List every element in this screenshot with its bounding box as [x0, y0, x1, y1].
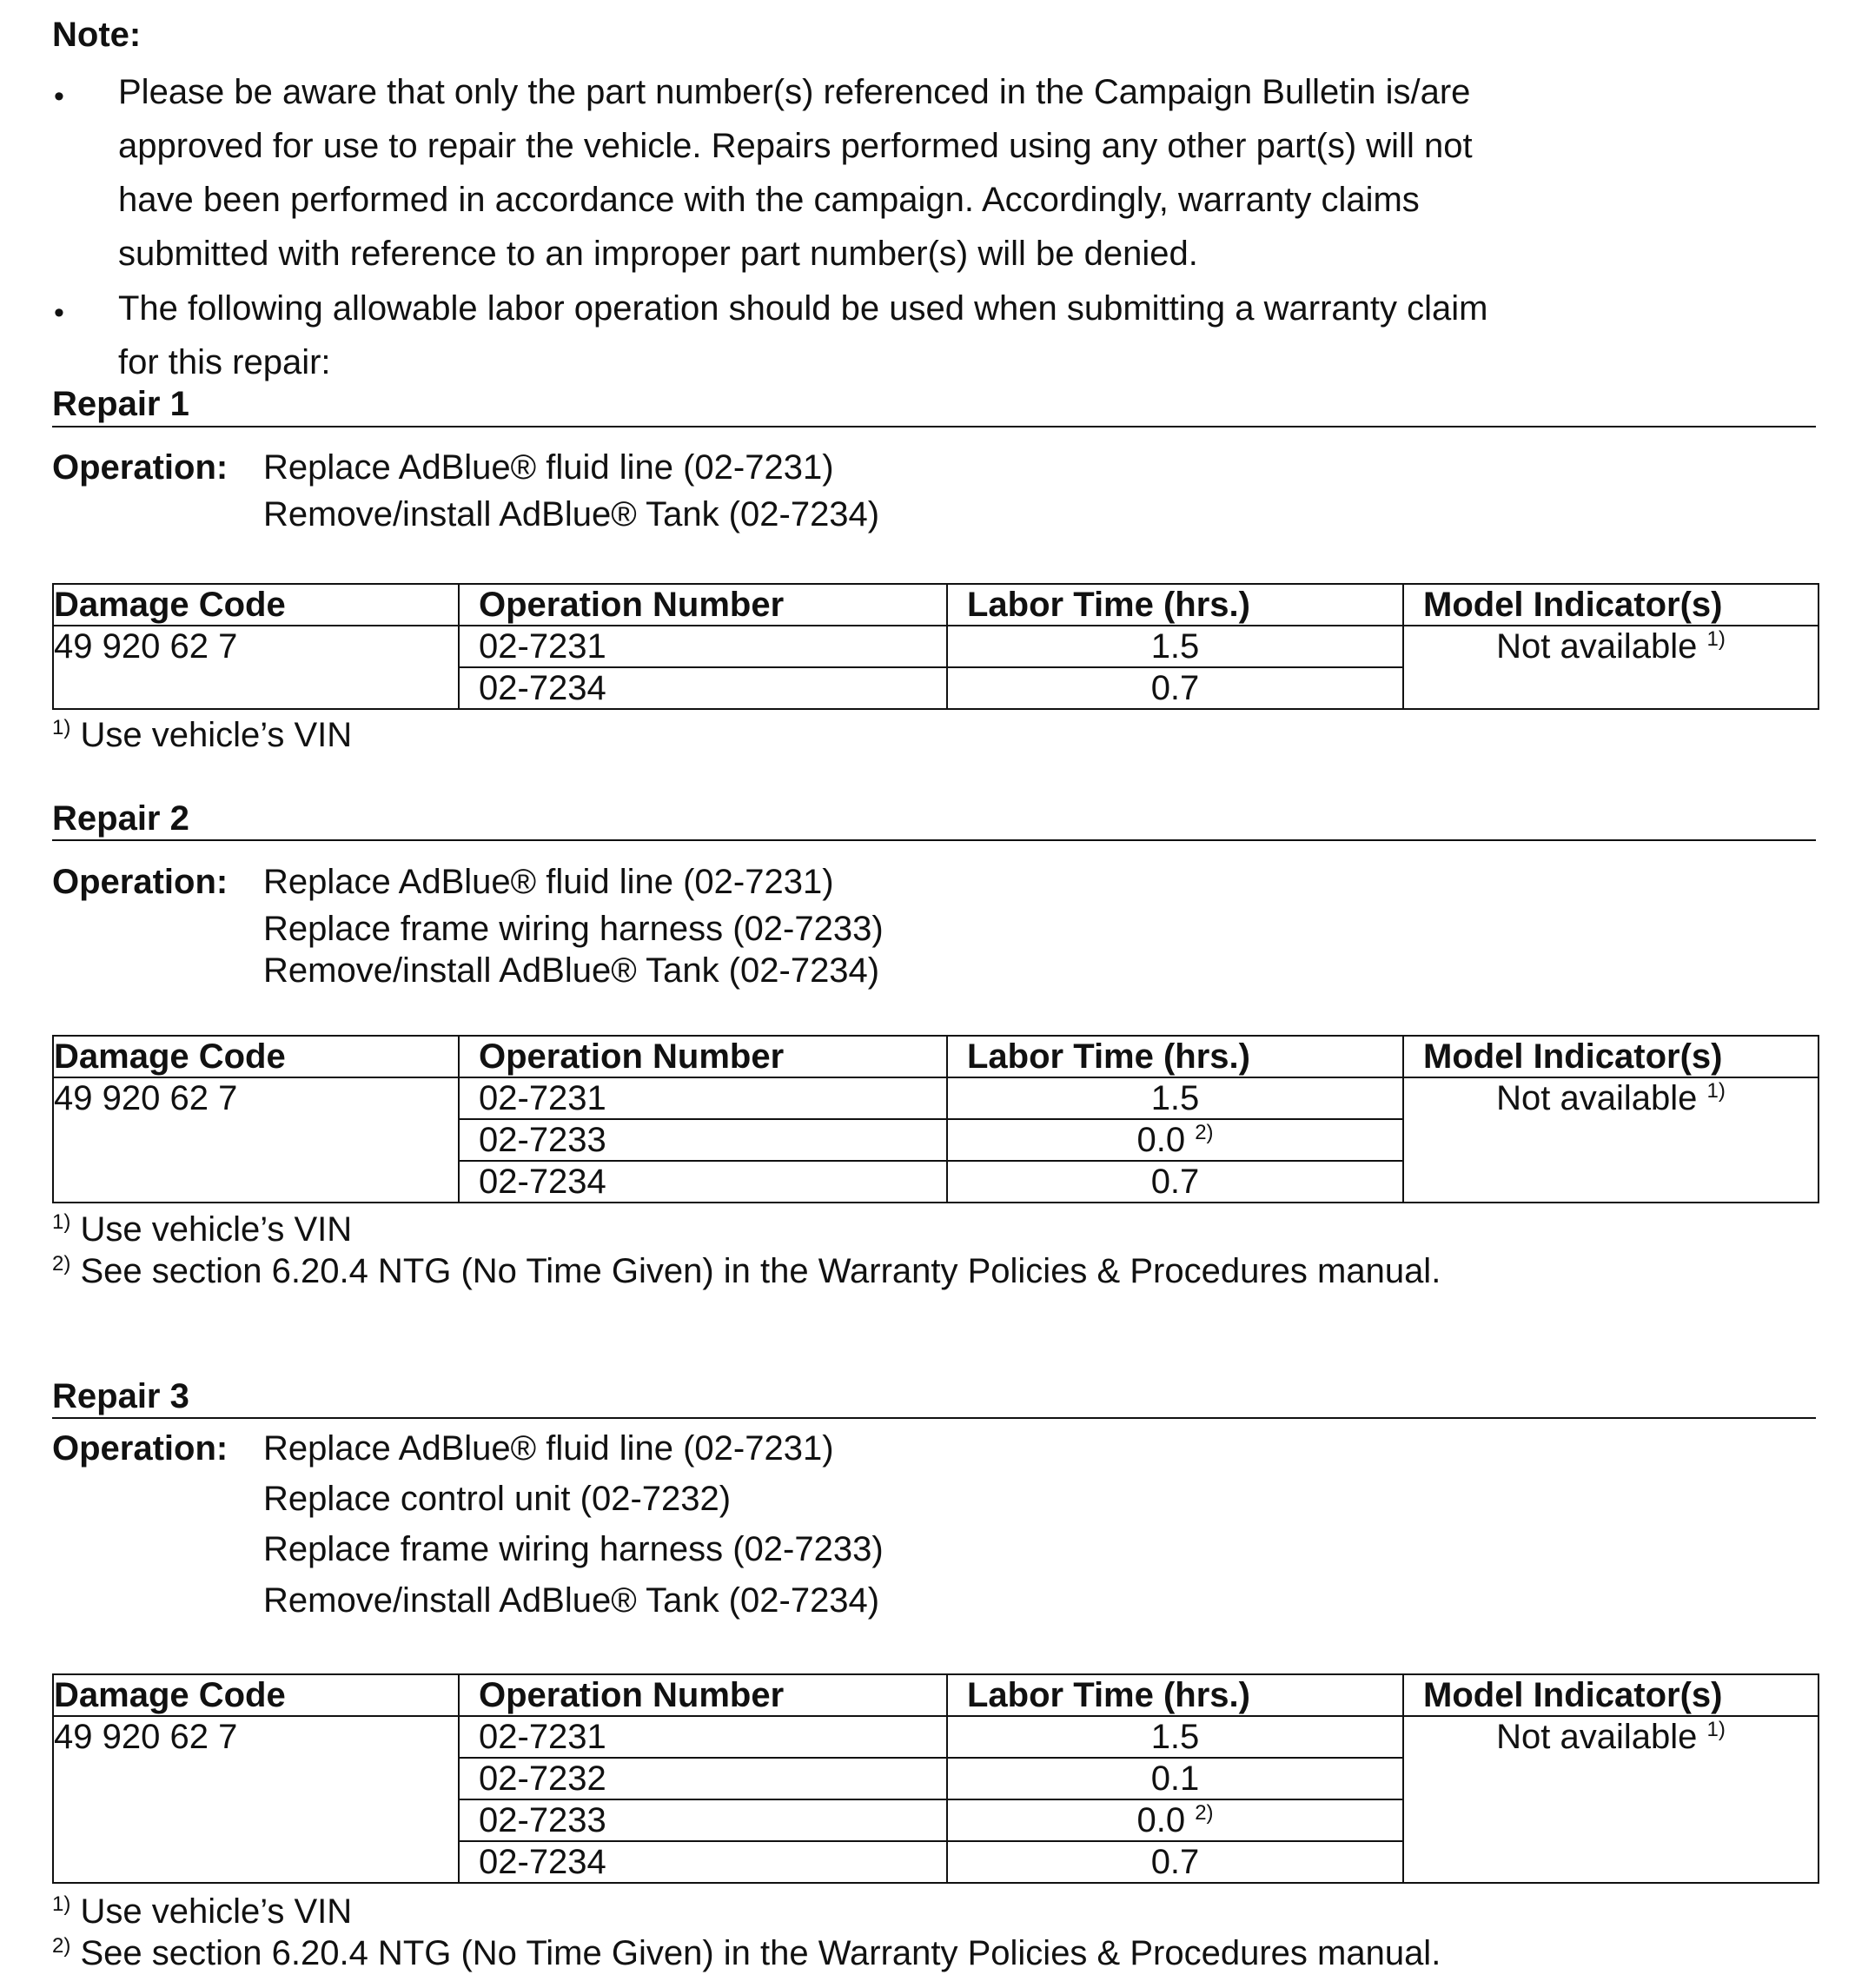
table-row [53, 1716, 1819, 1758]
table-row [53, 626, 1819, 667]
bullet-marker: • [54, 296, 64, 329]
note-bullet-line: approved for use to repair the vehicle. Repairs performed using any other part(s) will not [118, 127, 1473, 165]
repair-3-operation-item: Replace AdBlue® fluid line (02-7231) [263, 1429, 834, 1468]
labor-time-header: Labor Time (hrs.) [947, 1036, 1403, 1077]
model-indicator-header: Model Indicator(s) [1403, 584, 1819, 626]
operation-number-cell: 02-7234 [459, 1161, 947, 1203]
operation-number-cell: 02-7231 [459, 1716, 947, 1758]
footnote-text: Use vehicle’s VIN [80, 1210, 353, 1249]
footnote-text: See section 6.20.4 NTG (No Time Given) in the Warranty Policies & Procedures manual. [80, 1934, 1441, 1972]
repair-3-operation-item: Replace frame wiring harness (02-7233) [263, 1530, 884, 1568]
model-indicator-value: Not available [1496, 627, 1698, 666]
table-header-row [53, 584, 1819, 626]
footnote-mark: 1) [52, 1210, 71, 1234]
repair-2-operation-item: Replace AdBlue® fluid line (02-7231) [263, 863, 834, 901]
damage-code-cell: 49 920 62 7 [53, 1716, 459, 1883]
labor-time-cell: 0.1 [947, 1758, 1403, 1799]
repair-3-rule [52, 1417, 1816, 1419]
damage-code-header: Damage Code [53, 1674, 459, 1716]
repair-3-labor-table [52, 1673, 1819, 1884]
damage-code-cell: 49 920 62 7 [53, 1077, 459, 1203]
footnote-ref: 1) [1706, 1718, 1726, 1741]
labor-time-cell: 1.5 [947, 626, 1403, 667]
note-heading: Note: [52, 16, 142, 54]
table-row [53, 1077, 1819, 1119]
model-indicator-header: Model Indicator(s) [1403, 1036, 1819, 1077]
operation-number-cell: 02-7233 [459, 1119, 947, 1161]
table-header-row [53, 1674, 1819, 1716]
footnote-ref: 2) [1195, 1801, 1214, 1825]
note-bullet-line: The following allowable labor operation should be used when submitting a warranty claim [118, 289, 1488, 328]
operation-number-header: Operation Number [459, 584, 947, 626]
labor-time-cell: 0.7 [947, 1161, 1403, 1203]
model-indicator-cell [1403, 1716, 1819, 1883]
operation-number-cell: 02-7234 [459, 667, 947, 709]
repair-2-footnote-1 [52, 1210, 352, 1249]
operation-number-header: Operation Number [459, 1674, 947, 1716]
repair-3-operation-item: Replace control unit (02-7232) [263, 1480, 732, 1518]
labor-time-cell: 1.5 [947, 1077, 1403, 1119]
labor-time-cell: 0.7 [947, 667, 1403, 709]
model-indicator-value: Not available [1496, 1079, 1698, 1117]
operation-number-cell: 02-7234 [459, 1841, 947, 1883]
footnote-ref: 1) [1706, 627, 1726, 651]
footnote-text: See section 6.20.4 NTG (No Time Given) in the Warranty Policies & Procedures manual. [80, 1252, 1441, 1290]
repair-2-operation-label: Operation: [52, 863, 229, 901]
model-indicator-value: Not available [1496, 1718, 1698, 1756]
repair-1-operation-label: Operation: [52, 448, 229, 487]
note-bullet-1 [118, 65, 1473, 281]
operation-number-header: Operation Number [459, 1036, 947, 1077]
model-indicator-header: Model Indicator(s) [1403, 1674, 1819, 1716]
repair-3-heading: Repair 3 [52, 1377, 189, 1415]
labor-time-cell: 1.5 [947, 1716, 1403, 1758]
repair-1-labor-table [52, 583, 1819, 710]
operation-number-cell: 02-7231 [459, 1077, 947, 1119]
repair-3-footnote-1 [52, 1892, 352, 1932]
note-bullet-line: for this repair: [118, 343, 331, 381]
footnote-text: Use vehicle’s VIN [80, 716, 353, 754]
labor-time-cell: 0.7 [947, 1841, 1403, 1883]
bullet-marker: • [54, 80, 64, 113]
operation-number-cell: 02-7233 [459, 1799, 947, 1841]
repair-2-labor-table [52, 1035, 1819, 1203]
repair-1-footnote-1 [52, 716, 352, 755]
footnote-mark: 2) [52, 1934, 71, 1958]
footnote-mark: 2) [52, 1252, 71, 1276]
labor-time-cell [947, 1119, 1403, 1161]
labor-time-cell [947, 1799, 1403, 1841]
damage-code-header: Damage Code [53, 1036, 459, 1077]
labor-time-value: 0.0 [1136, 1801, 1186, 1839]
repair-2-operation-item: Remove/install AdBlue® Tank (02-7234) [263, 951, 880, 990]
repair-3-operation-item: Remove/install AdBlue® Tank (02-7234) [263, 1581, 880, 1620]
footnote-ref: 2) [1195, 1121, 1214, 1144]
repair-3-operation-label: Operation: [52, 1429, 229, 1468]
footnote-mark: 1) [52, 716, 71, 739]
labor-time-header: Labor Time (hrs.) [947, 584, 1403, 626]
note-bullet-2 [118, 282, 1487, 389]
repair-1-operation-item: Replace AdBlue® fluid line (02-7231) [263, 448, 834, 487]
note-bullet-line: submitted with reference to an improper part number(s) will be denied. [118, 235, 1198, 273]
footnote-ref: 1) [1706, 1079, 1726, 1103]
repair-2-heading: Repair 2 [52, 799, 189, 838]
footnote-text: Use vehicle’s VIN [80, 1892, 353, 1931]
labor-time-header: Labor Time (hrs.) [947, 1674, 1403, 1716]
repair-1-operation-item: Remove/install AdBlue® Tank (02-7234) [263, 495, 880, 533]
repair-2-operation-item: Replace frame wiring harness (02-7233) [263, 910, 884, 948]
footnote-mark: 1) [52, 1892, 71, 1916]
model-indicator-cell [1403, 626, 1819, 709]
repair-1-heading: Repair 1 [52, 385, 189, 423]
damage-code-header: Damage Code [53, 584, 459, 626]
operation-number-cell: 02-7231 [459, 626, 947, 667]
repair-1-rule [52, 426, 1816, 427]
note-bullet-line: have been performed in accordance with the campaign. Accordingly, warranty claims [118, 181, 1420, 219]
table-header-row [53, 1036, 1819, 1077]
repair-2-rule [52, 839, 1816, 841]
repair-3-footnote-2 [52, 1934, 1441, 1973]
operation-number-cell: 02-7232 [459, 1758, 947, 1799]
model-indicator-cell [1403, 1077, 1819, 1203]
damage-code-cell: 49 920 62 7 [53, 626, 459, 709]
note-bullet-line: Please be aware that only the part number(s) referenced in the Campaign Bulletin is/are [118, 73, 1471, 111]
repair-2-footnote-2 [52, 1252, 1441, 1291]
labor-time-value: 0.0 [1136, 1121, 1186, 1159]
